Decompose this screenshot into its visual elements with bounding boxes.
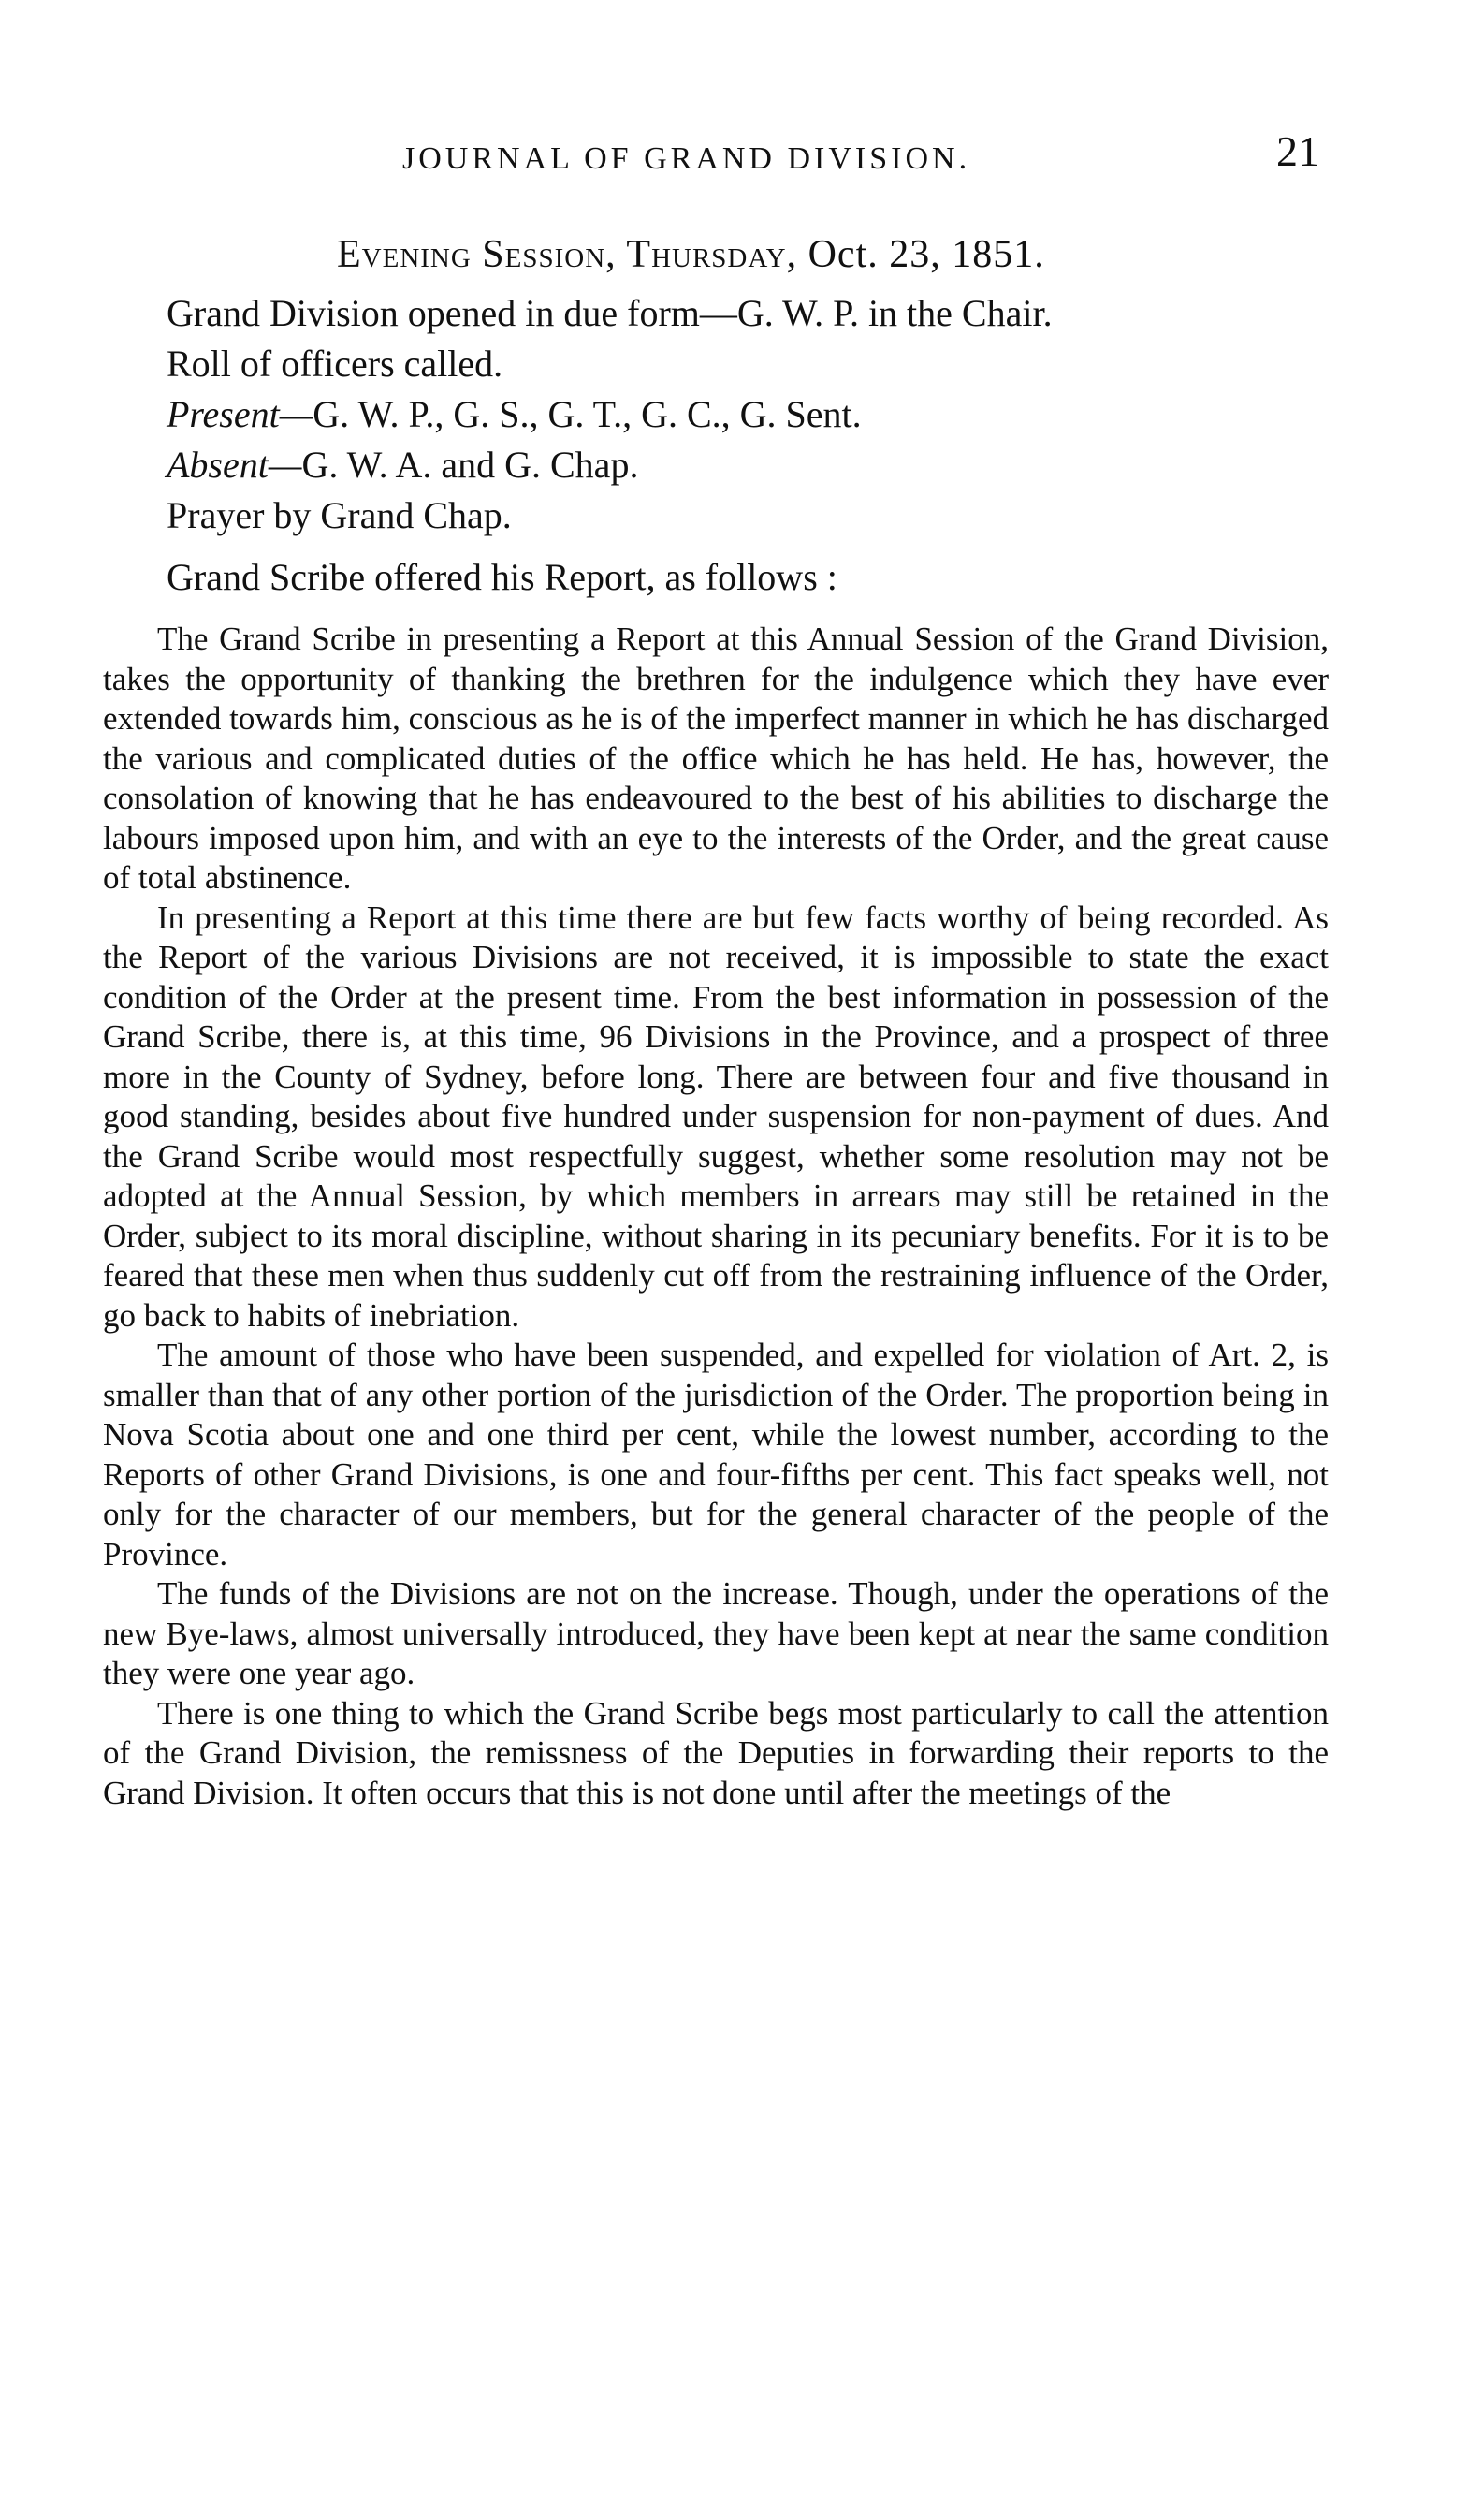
minutes-absent <box>167 440 1327 490</box>
report-paragraph: There is one thing to which the Grand Scribe begs most particularly to call the attention of the Grand Division, the remissness of the Deputies in forwarding their reports to the Grand Division. It often occurs that this is not done until after the meetings of the <box>103 1694 1329 1811</box>
session-heading <box>337 227 1045 283</box>
present-label: Present— <box>167 393 313 435</box>
absent-label: Absent— <box>167 444 302 486</box>
absent-officers: G. W. A. and G. Chap. <box>301 444 639 486</box>
session-date: Oct. 23, 1851. <box>807 233 1045 276</box>
report-paragraph: The Grand Scribe in presenting a Report at this Annual Session of the Grand Division, takes the opportunity of thanking the brethren for the indulgence which they have ever extended towards him, conscious as he is of the imperfect manner in which he has discharged the various and complicated duties of the office which he has held. He has, however, the consolation of knowing that he has endeavoured to the best of his abilities to discharge the labours imposed upon him, and with an eye to the interests of the Order, and the great cause of total abstinence. <box>103 621 1329 896</box>
report-intro: Grand Scribe offered his Report, as follows : <box>167 556 837 598</box>
report-paragraph: In presenting a Report at this time there are but few facts worthy of being recorded. As the Report of the various Divisions are not received, it is impossible to state the exact condition of the Order at the present time. From the best information in possession of the Grand Scribe, there is, at this time, 96 Divisions in the Province, and a prospect of three more in the County of Sydney, before long. There are between four and five thousand in good standing, besides about five hundred under suspension for non-payment of dues. And the Grand Scribe would most respectfully suggest, whether some resolution may not be adopted at the Annual Session, by which members in arrears may still be retained in the Order, subject to its moral discipline, without sharing in its pecuniary benefits. For it is to be feared that these men when thus suddenly cut off from the restraining influence of the Order, go back to habits of inebriation. <box>103 899 1329 1334</box>
minutes-roll: Roll of officers called. <box>167 343 503 385</box>
report-paragraph: The amount of those who have been suspended, and expelled for violation of Art. 2, is smaller than that of any other portion of the jurisdiction of the Order. The proportion being in Nova Scotia about one and one third per cent, while the lowest number, according to the Reports of other Grand Divisions, is one and four-fifths per cent. This fact speaks well, not only for the character of our members, but for the general character of the people of the Province. <box>103 1337 1329 1572</box>
session-minutes <box>167 288 1327 541</box>
report-paragraph: The funds of the Divisions are not on the increase. Though, under the operations of the new Bye-laws, almost universally introduced, they have been kept at near the same condition they were one year ago. <box>103 1575 1329 1691</box>
minutes-opened: Grand Division opened in due form—G. W. P. in the Chair. <box>167 292 1053 334</box>
present-officers: G. W. P., G. S., G. T., G. C., G. Sent. <box>313 393 862 435</box>
minutes-present <box>167 389 1327 440</box>
running-head <box>94 127 1319 187</box>
page-number: 21 <box>1276 127 1319 175</box>
minutes-prayer: Prayer by Grand Chap. <box>167 494 512 536</box>
grand-scribe-report <box>103 620 1329 1813</box>
running-title: JOURNAL OF GRAND DIVISION. <box>402 141 971 176</box>
session-title: Evening Session, Thursday, <box>337 233 798 276</box>
